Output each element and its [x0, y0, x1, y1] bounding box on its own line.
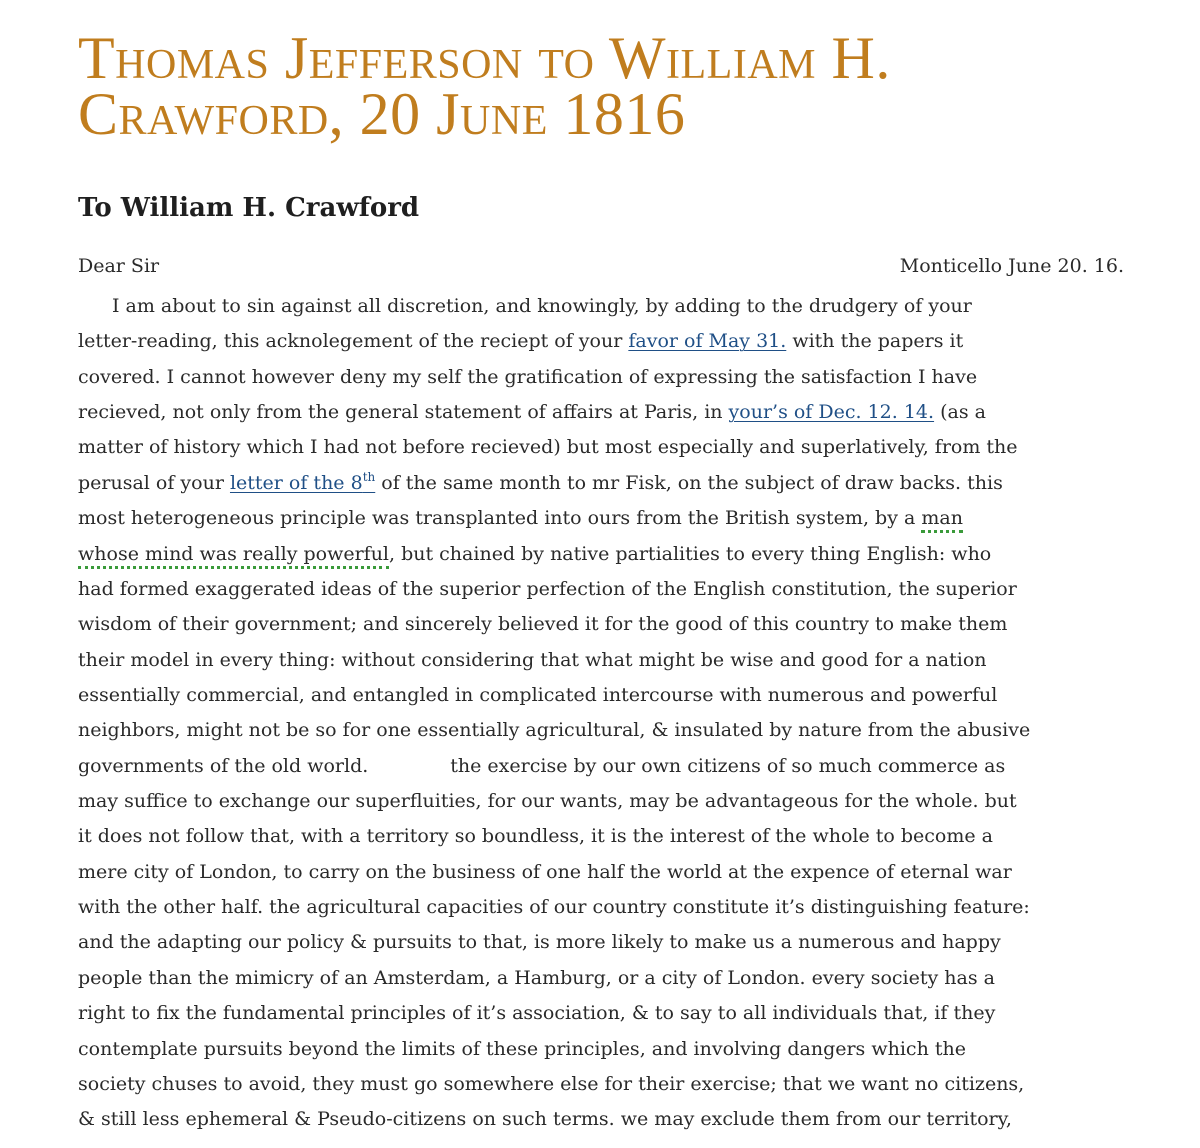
body-line: and the adapting our policy & pursuits to that, is more likely to make us a numerous and happy [78, 931, 1001, 954]
link-text: letter of the 8 [229, 471, 363, 494]
body-line: people than the mimicry of an Amsterdam, a Hamburg, or a city of London. every society has a [78, 966, 995, 989]
letter-of-the-8th-link[interactable] [229, 469, 376, 494]
salutation: Dear Sir [78, 255, 160, 277]
body-line: mere city of London, to carry on the business of one half the world at the expence of eternal war [78, 860, 1012, 883]
body-line: had formed exaggerated ideas of the superior perfection of the English constitution, the superior [78, 577, 1017, 600]
body-line: society chuses to avoid, they must go somewhere else for their exercise; that we want no citizens, [78, 1072, 1025, 1095]
body-text: of the same month to mr Fisk, on the subject of draw backs. this [375, 471, 1003, 494]
recipient-heading: To William H. Crawford [78, 193, 420, 223]
body-text: perusal of your [78, 471, 230, 494]
body-line: contemplate pursuits beyond the limits of these principles, and involving dangers which the [78, 1037, 966, 1060]
superscript-th: th [362, 469, 376, 484]
body-line: right to fix the fundamental principles of it’s association, & to say to all individuals that, if they [78, 1002, 996, 1025]
dateline [78, 250, 1124, 282]
body-line: neighbors, might not be so for one essentially agricultural, & insulated by nature from the abusive [78, 719, 1031, 742]
page-title [78, 25, 1158, 147]
body-text: governments of the old world. [78, 754, 369, 777]
body-line: may suffice to exchange our superfluities, for our wants, may be advantageous for the whole. but [78, 790, 1017, 813]
body-text: , but chained by native partialities to every thing English: who [389, 542, 992, 565]
place-and-date: Monticello June 20. 16. [899, 255, 1124, 277]
body-line: their model in every thing: without considering that what might be wise and good for a nation [78, 648, 987, 671]
body-text: with the papers it [786, 330, 964, 353]
body-text: (as a [934, 401, 986, 424]
body-text: recieved, not only from the general statement of affairs at Paris, in [78, 401, 729, 424]
body-line: matter of history which I had not before recieved) but most especially and superlatively, from the [78, 436, 1018, 459]
body-line: wisdom of their government; and sincerely believed it for the good of this country to make them [78, 613, 1008, 636]
annotation-mark[interactable]: whose mind was really powerful [78, 543, 389, 569]
page-title-line-1: Thomas Jefferson to William H. [78, 25, 891, 91]
body-line [78, 466, 1138, 501]
body-line: I am about to sin against all discretion, and knowingly, by adding to the drudgery of your [112, 295, 972, 317]
favor-may-31-link[interactable]: favor of May 31. [628, 330, 787, 353]
annotation-mark[interactable]: man [921, 507, 963, 533]
letter-body [78, 289, 1138, 1138]
body-text: the exercise by our own citizens of so much commerce as [450, 754, 1006, 777]
page-title-line-2: Crawford, 20 June 1816 [78, 81, 686, 147]
body-line [78, 537, 1138, 572]
body-line [78, 395, 1138, 430]
body-line [78, 501, 1138, 536]
body-line: with the other half. the agricultural capacities of our country constitute it’s distinguishing feature: [78, 896, 1030, 919]
body-line: it does not follow that, with a territory so boundless, it is the interest of the whole to become a [78, 825, 993, 848]
body-text: most heterogeneous principle was transplanted into ours from the British system, by a [78, 507, 922, 530]
body-line: & still less ephemeral & Pseudo-citizens on such terms. we may exclude them from our territory, [78, 1108, 1012, 1131]
body-line [78, 324, 1138, 359]
body-line: essentially commercial, and entangled in complicated intercourse with numerous and powerful [78, 683, 998, 706]
body-text: letter-reading, this acknolegement of the reciept of your [78, 330, 629, 353]
yours-dec-12-14-link[interactable]: your’s of Dec. 12. 14. [728, 401, 935, 424]
body-line [78, 749, 1138, 784]
body-line: covered. I cannot however deny my self the gratification of expressing the satisfaction I have [78, 365, 978, 388]
